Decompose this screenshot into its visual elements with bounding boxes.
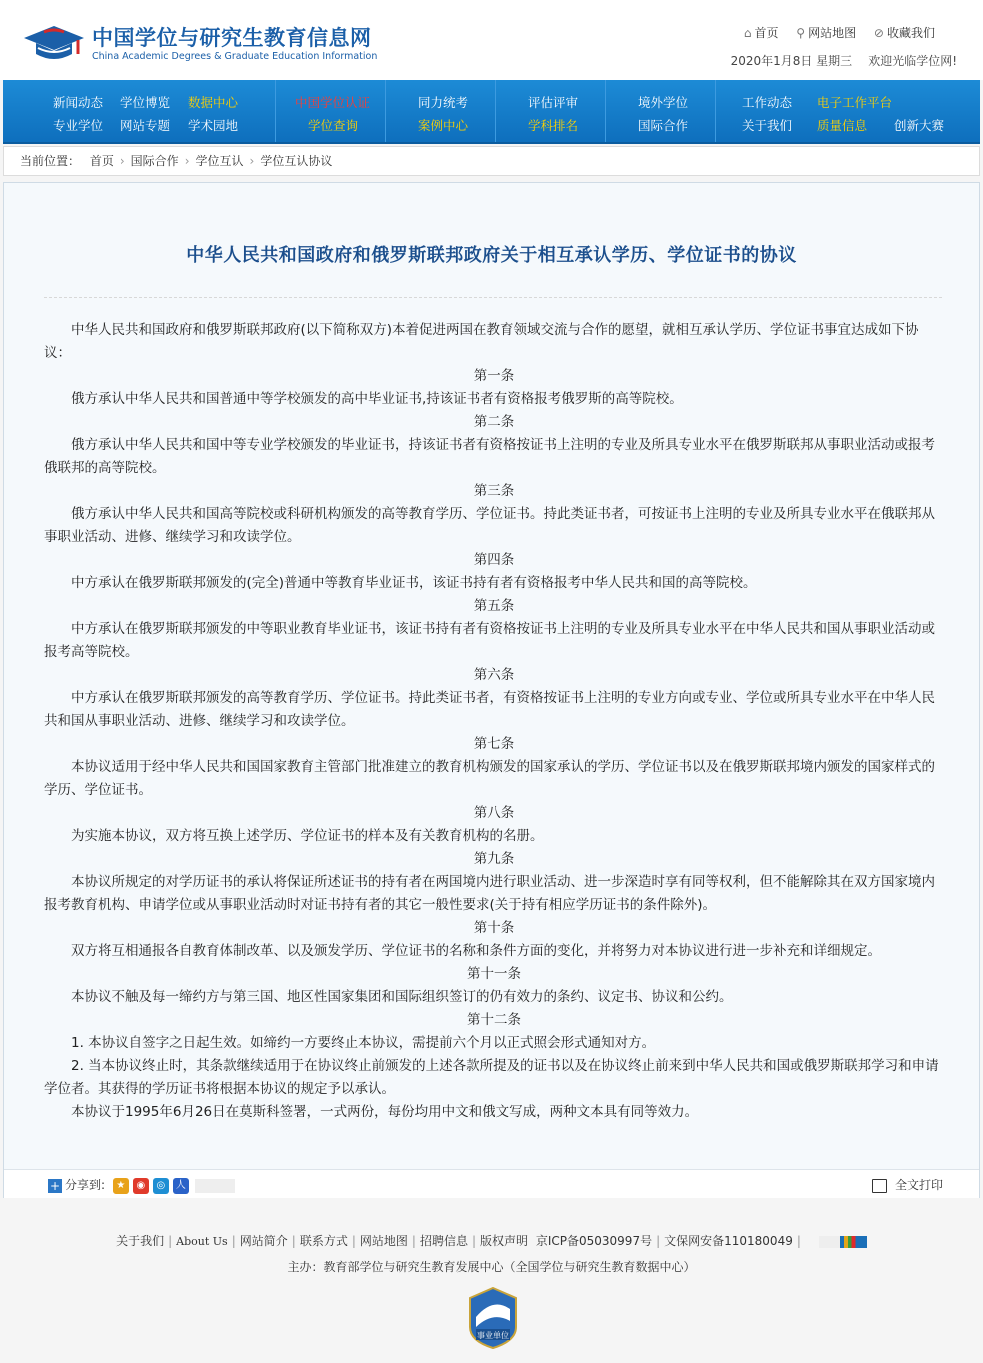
footer-icp[interactable]: 京ICP备05030997号 [535, 1234, 653, 1248]
nav-group-2 [275, 80, 386, 142]
nav-degree-expo[interactable]: 学位博览 [120, 95, 171, 110]
footer-jobs[interactable]: 招聘信息 [419, 1234, 468, 1248]
location-pin-icon: ⚲ [796, 26, 806, 40]
favorite-link-label: 收藏我们 [886, 26, 935, 40]
graduation-cap-logo-icon[interactable] [22, 18, 86, 66]
nav-group-5 [605, 80, 716, 142]
article-clause-heading: 第三条 [473, 483, 515, 499]
breadcrumb [3, 146, 980, 176]
breadcrumb-international[interactable]: 国际合作 [130, 154, 179, 168]
nav-evaluation[interactable]: 评估评审 [528, 95, 579, 110]
article-paragraph: 本协议不触及每一缔约方与第三国、地区性国家集团和国际组织签订的仍有效力的条约、议定书、协议和公约。 [71, 989, 733, 1005]
public-institution-badge-icon[interactable] [467, 1287, 519, 1349]
footer-separator: | [291, 1234, 296, 1248]
article-clause-heading: 第六条 [473, 667, 515, 683]
breadcrumb-home[interactable]: 首页 [89, 154, 114, 168]
current-date: 2020年1月8日 星期三 [730, 54, 853, 68]
breadcrumb-agreement[interactable]: 学位互认协议 [260, 154, 333, 168]
nav-work-news[interactable]: 工作动态 [742, 95, 793, 110]
article-clause-heading: 第七条 [473, 736, 515, 752]
site-header [0, 0, 983, 80]
favorite-link[interactable] [874, 26, 935, 40]
nav-academic-garden[interactable]: 学术园地 [188, 118, 239, 133]
breadcrumb-separator: › [184, 154, 190, 168]
printer-icon [872, 1179, 887, 1193]
share-widget [48, 1176, 235, 1194]
article-paragraph: 为实施本协议，双方将互换上述学历、学位证书的样本及有关教育机构的名册。 [71, 828, 544, 844]
article-clause-heading: 第十一条 [467, 966, 521, 982]
article-paragraph: 中方承认在俄罗斯联邦颁发的中等职业教育毕业证书，该证书持有者有资格按证书上注明的专业及所具专业水平在中华人民共和国从事职业活动或报考高等院校。 [44, 621, 935, 660]
article-paragraph: 2. 当本协议终止时，其条款继续适用于在协议终止前颁发的上述各款所提及的证书以及在协议终止前来到中华人民共和国或俄罗斯联邦学习和申请学位者。其获得的学历证书将根据本协议的规定予以承认。 [44, 1058, 939, 1097]
home-link[interactable] [744, 26, 779, 40]
sitemap-link-label: 网站地图 [808, 26, 857, 40]
article-paragraph: 中方承认在俄罗斯联邦颁发的(完全)普通中等教育毕业证书，该证书持有者有资格报考中华人民共和国的高等院校。 [71, 575, 757, 591]
footer-separator: | [796, 1234, 801, 1248]
share-plus-icon[interactable]: + [49, 1178, 61, 1193]
tencent-weibo-share-icon[interactable]: ◎ [153, 1178, 169, 1194]
unit-badge-text: 事业单位 [477, 1331, 509, 1340]
home-icon: ⌂ [743, 26, 752, 40]
article-paragraph: 本协议所规定的对学历证书的承认将保证所述证书的持有者在两国境内进行职业活动、进一步深造时享有同等权利，但不能解除其在双方国家境内报考教育机构、申请学位或从事职业活动时对证书持有者的其它一般性要求(关于持有相应学历证书的条件除外)。 [44, 874, 935, 913]
breadcrumb-label: 当前位置： [20, 154, 81, 168]
nav-group-3 [385, 80, 496, 142]
footer-separator: | [411, 1234, 416, 1248]
main-nav [3, 80, 980, 144]
nav-group-4 [495, 80, 606, 142]
article-paragraph: 1. 本协议自签字之日起生效。如缔约一方要终止本协议，需提前六个月以正式照会形式通知对方。 [71, 1035, 656, 1051]
article-paragraph: 本协议于1995年6月26日在莫斯科签署，一式两份，每份均用中文和俄文写成，两种文本具有同等效力。 [71, 1104, 699, 1120]
breadcrumb-separator: › [249, 154, 255, 168]
article-clause-heading: 第四条 [473, 552, 515, 568]
footer-police-record[interactable]: 文保网安备110180049 [664, 1234, 793, 1248]
print-button[interactable] [872, 1176, 943, 1193]
article-clause-heading: 第一条 [473, 368, 515, 384]
nav-group-1 [3, 80, 276, 142]
footer-separator: | [168, 1234, 173, 1248]
cnzz-stats-badge-icon[interactable] [819, 1236, 867, 1248]
nav-overseas-degree[interactable]: 境外学位 [638, 95, 689, 110]
welcome-text: 欢迎光临学位网! [868, 54, 957, 68]
weibo-share-icon[interactable]: ◉ [133, 1178, 149, 1194]
paperclip-icon: ⊘ [873, 26, 884, 40]
article-clause-heading: 第二条 [473, 414, 515, 430]
top-links [730, 24, 935, 41]
nav-group-6 [715, 80, 980, 142]
renren-share-icon[interactable]: 人 [173, 1178, 189, 1194]
nav-topics[interactable]: 网站专题 [120, 118, 171, 133]
qzone-share-icon[interactable]: ★ [113, 1178, 129, 1194]
footer-links [0, 1232, 983, 1249]
nav-professional-degree[interactable]: 专业学位 [53, 118, 104, 133]
footer-separator: | [656, 1234, 661, 1248]
nav-international[interactable]: 国际合作 [638, 118, 689, 133]
nav-e-work-platform[interactable]: 电子工作平台 [817, 95, 893, 110]
nav-data-center[interactable]: 数据中心 [188, 95, 239, 110]
nav-discipline-ranking[interactable]: 学科排名 [528, 118, 579, 133]
home-link-label: 首页 [754, 26, 779, 40]
article-clause-heading: 第五条 [473, 598, 515, 614]
share-label: 分享到: [65, 1178, 106, 1192]
footer-contact[interactable]: 联系方式 [299, 1234, 348, 1248]
nav-degree-certification[interactable]: 中国学位认证 [295, 95, 371, 110]
breadcrumb-inner [20, 147, 332, 175]
article-clause-heading: 第十二条 [467, 1012, 521, 1028]
article-clause-heading: 第八条 [473, 805, 515, 821]
nav-innovation-contest[interactable]: 创新大赛 [894, 118, 945, 133]
footer-sitemap[interactable]: 网站地图 [359, 1234, 408, 1248]
article-clause-heading: 第十条 [473, 920, 515, 936]
date-line [715, 52, 957, 69]
nav-degree-query[interactable]: 学位查询 [308, 118, 359, 133]
article-clause-heading: 第九条 [473, 851, 515, 867]
site-name-cn[interactable]: 中国学位与研究生教育信息网 [92, 26, 372, 50]
article-paragraph: 中华人民共和国政府和俄罗斯联邦政府(以下简称双方)本着促进两国在教育领域交流与合作的愿望，就相互承认学历、学位证书事宜达成如下协议： [44, 322, 919, 361]
footer-host: 主办：教育部学位与研究生教育发展中心（全国学位与研究生教育数据中心） [287, 1260, 696, 1274]
footer-separator: | [231, 1234, 236, 1248]
article-title: 中华人民共和国政府和俄罗斯联邦政府关于相互承认学历、学位证书的协议 [186, 245, 797, 266]
breadcrumb-mutual-recognition[interactable]: 学位互认 [195, 154, 244, 168]
nav-unified-exam[interactable]: 同力统考 [418, 95, 469, 110]
footer-about-us[interactable]: 关于我们 [116, 1234, 165, 1248]
footer-site-intro[interactable]: 网站简介 [239, 1234, 288, 1248]
nav-news[interactable]: 新闻动态 [53, 95, 104, 110]
article-container [3, 182, 980, 1198]
article-paragraph: 俄方承认中华人民共和国高等院校或科研机构颁发的高等教育学历、学位证书。持此类证书者，可按证书上注明的专业及所具专业水平在俄联邦从事职业活动、进修、继续学习和攻读学位。 [44, 506, 935, 545]
sitemap-link[interactable] [796, 26, 856, 40]
footer-separator: | [471, 1234, 476, 1248]
title-divider [44, 297, 942, 298]
share-more-placeholder [195, 1179, 235, 1193]
breadcrumb-separator: › [119, 154, 125, 168]
footer-about-us-en[interactable]: About Us [176, 1235, 228, 1248]
site-name-en: China Academic Degrees & Graduate Education Information [92, 51, 378, 62]
print-label: 全文打印 [894, 1178, 943, 1192]
share-bar [4, 1169, 979, 1198]
footer-copyright[interactable]: 版权声明 [480, 1234, 529, 1248]
article-paragraph: 俄方承认中华人民共和国中等专业学校颁发的毕业证书，持该证书者有资格按证书上注明的专业及所具专业水平在俄罗斯联邦从事职业活动或报考俄联邦的高等院校。 [44, 437, 935, 476]
nav-about-us[interactable]: 关于我们 [742, 118, 793, 133]
article-paragraph: 本协议适用于经中华人民共和国国家教育主管部门批准建立的教育机构颁发的国家承认的学历、学位证书以及在俄罗斯联邦境内颁发的国家样式的学历、学位证书。 [44, 759, 935, 798]
footer-separator: | [351, 1234, 356, 1248]
nav-quality-info[interactable]: 质量信息 [817, 118, 868, 133]
nav-case-center[interactable]: 案例中心 [418, 118, 469, 133]
article-paragraph: 中方承认在俄罗斯联邦颁发的高等教育学历、学位证书。持此类证书者，有资格按证书上注明的专业方向或专业、学位或所具专业水平在中华人民共和国从事职业活动、进修、继续学习和攻读学位。 [44, 690, 935, 729]
article-body [44, 319, 944, 1124]
article-paragraph: 双方将互相通报各自教育体制改革、以及颁发学历、学位证书的名称和条件方面的变化，并将努力对本协议进行进一步补充和详细规定。 [71, 943, 881, 959]
article-paragraph: 俄方承认中华人民共和国普通中等学校颁发的高中毕业证书,持该证书者有资格报考俄罗斯的高等院校。 [71, 391, 683, 407]
